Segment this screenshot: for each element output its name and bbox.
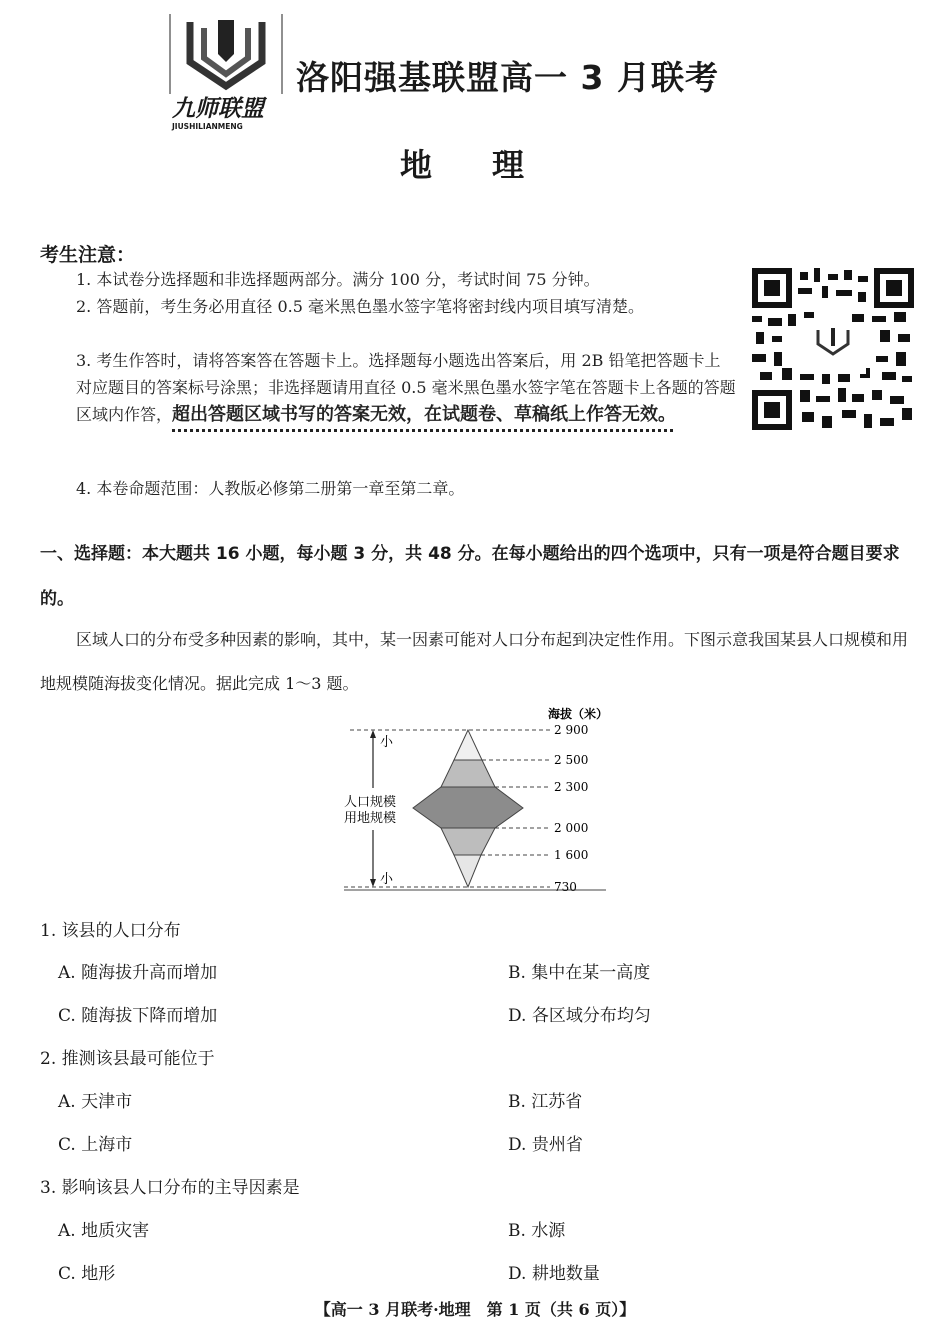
elev-730: 730 — [554, 880, 577, 894]
question-2-option-a[interactable]: A. 天津市 — [58, 1092, 133, 1112]
layer-2300-2500 — [441, 760, 495, 787]
elev-2900: 2 900 — [554, 723, 589, 737]
section-heading: 一、选择题：本大题共 16 小题，每小题 3 分，共 48 分。在每小题给出的四个选项中，只有一项是符合题目要求的。 — [40, 544, 900, 609]
question-1-option-d[interactable]: D. 各区域分布均匀 — [508, 1006, 651, 1026]
arrow-down-icon — [370, 879, 376, 887]
notice-item-1: 1. 本试卷分选择题和非选择题两部分。满分 100 分，考试时间 75 分钟。 — [76, 270, 600, 289]
question-1-option-c[interactable]: C. 随海拔下降而增加 — [58, 1006, 218, 1026]
notice-heading: 考生注意： — [40, 244, 136, 266]
notice-emphasis-2: 在试题卷、草稿纸上作答无效。 — [424, 404, 677, 425]
question-3-stem: 3. 影响该县人口分布的主导因素是 — [40, 1178, 300, 1198]
question-3-option-b[interactable]: B. 水源 — [508, 1221, 566, 1241]
question-2-stem: 2. 推测该县最可能位于 — [40, 1049, 215, 1069]
layer-730-1600 — [454, 855, 481, 887]
elev-1600: 1 600 — [554, 848, 589, 862]
question-1-option-b[interactable]: B. 集中在某一高度 — [508, 963, 651, 983]
axis-title: 海拔（米） — [548, 707, 609, 721]
question-1-stem: 1. 该县的人口分布 — [40, 921, 181, 941]
layer-2000-2300 — [413, 787, 523, 828]
elev-2500: 2 500 — [554, 753, 589, 767]
page-footer: 【高一 3 月联考·地理 第 1 页（共 6 页）】 — [314, 1300, 636, 1319]
label-small-bottom: 小 — [380, 872, 394, 887]
elev-2000: 2 000 — [554, 821, 589, 835]
label-landuse: 用地规模 — [344, 811, 397, 826]
arrow-up-icon — [370, 730, 376, 738]
question-2-option-b[interactable]: B. 江苏省 — [508, 1092, 583, 1112]
exam-title: 洛阳强基联盟高一 3 月联考 — [296, 58, 719, 97]
question-3-option-a[interactable]: A. 地质灾害 — [58, 1221, 150, 1241]
notice-item-3-text: 3. 考生作答时，请将答案答在答题卡上。选择题每小题选出答案后，用 2B 铅笔把答题卡上对应题目的答案标号涂黑；非选择题请用直径 0.5 毫米黑色墨水签字笔在答题卡上各题的答题区域内作答， — [76, 351, 736, 424]
notice-item-4: 4. 本卷命题范围：人教版必修第二册第一章至第二章。 — [76, 479, 465, 498]
notice-item-3 — [76, 347, 736, 428]
notice-emphasis-1: 超出答题区域书写的答案无效， — [172, 404, 425, 425]
subject-title: 地理 — [400, 146, 585, 184]
elevation-diagram — [330, 700, 620, 900]
label-small-top: 小 — [380, 735, 394, 750]
qr-code — [752, 268, 914, 430]
logo-subtext: JIUSHILIANMENG — [172, 122, 243, 131]
diagram-svg — [330, 700, 620, 900]
question-3-option-c[interactable]: C. 地形 — [58, 1264, 116, 1284]
question-intro: 区域人口的分布受多种因素的影响，其中，某一因素可能对人口分布起到决定性作用。下图示意我国某县人口规模和用地规模随海拔变化情况。据此完成 1～3 题。 — [40, 630, 909, 693]
question-2-option-c[interactable]: C. 上海市 — [58, 1135, 133, 1155]
logo-text: 九师联盟 — [172, 96, 264, 122]
qr-code-icon — [752, 268, 914, 430]
layer-2500-2900 — [454, 730, 482, 760]
elev-2300: 2 300 — [554, 780, 589, 794]
notice-item-2: 2. 答题前，考生务必用直径 0.5 毫米黑色墨水签字笔将密封线内项目填写清楚。 — [76, 297, 644, 316]
question-2-option-d[interactable]: D. 贵州省 — [508, 1135, 583, 1155]
question-3-option-d[interactable]: D. 耕地数量 — [508, 1264, 600, 1284]
question-1-option-a[interactable]: A. 随海拔升高而增加 — [58, 963, 218, 983]
layer-1600-2000 — [441, 828, 495, 855]
label-population: 人口规模 — [344, 795, 397, 810]
logo-icon — [168, 14, 284, 94]
